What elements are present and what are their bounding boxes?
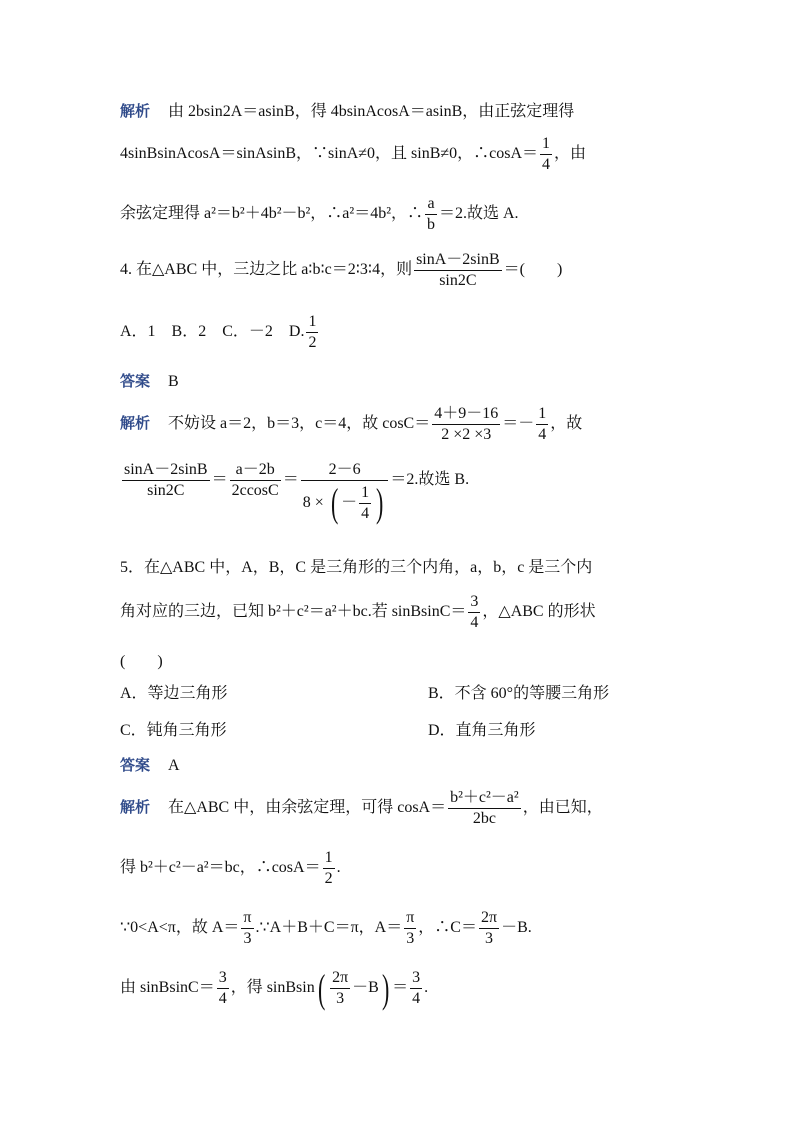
answer-label: 答案 <box>120 372 151 390</box>
solution-label: 解析 <box>120 102 151 120</box>
fraction: $\frac{\sin A-2\sin B}{\sin 2C}$ <box>124 461 208 499</box>
q5-option-b: B．不含 60°的等腰三角形 <box>428 685 610 702</box>
q5-paren: ( ) <box>120 653 163 670</box>
q5-solution-line-2: 得 b²＋c²－a²＝bc，∴cosA＝ $\frac{1}{2}$ . <box>120 849 341 887</box>
q5-solution-line-4: 由 sinBsinC＝ $\frac{3}{4}$ ，得 sinBsin( $\frac{2\pi}{3}$ －B) ＝ $\frac{3}{4}$ . <box>120 965 429 1011</box>
q4-solution-line-2: $\frac{\sin A-2\sin B}{\sin 2C}$ ＝ $\frac{a-2b}{2ccosC}$ ＝ 2－6 8 × ( － $\frac{1}{4}$ ) ＝2.故选 B. <box>124 461 470 526</box>
solution-label: 解析 <box>120 798 151 817</box>
q5-solution-line-3: ∵0<A<π，故 A＝ $\frac{\pi}{3}$ .∵A＋B＋C＝π，A＝ $\frac{\pi}{3}$ ，∴C＝ $\frac{2\pi}{3}$ －B. <box>120 909 532 947</box>
prev-solution-line-2: 4sinBsinAcosA＝sinAsinB，∵sinA≠0，且 sinB≠0，∴cosA＝ $\frac{1}{4}$ ，由 <box>120 135 587 173</box>
q5-option-a: A．等边三角形 <box>120 685 228 702</box>
prev-solution-line-3: 余弦定理得 a²＝b²＋4b²－b²，∴a²＝4b²，∴ $\frac{a}{b}$ ＝2.故选 A. <box>120 195 519 233</box>
q4-options: A．1 B．2 C．－2 D. $\frac{1}{2}$ <box>120 313 317 351</box>
fraction: $\frac{1}{2}$ <box>324 849 333 887</box>
fraction: $\frac{2\pi}{3}$ <box>332 969 349 1007</box>
fraction: 2－6 8 × ( － $\frac{1}{4}$ ) <box>301 460 389 525</box>
fraction: $\frac{3}{4}$ <box>412 969 421 1007</box>
fraction: $\frac{\pi}{3}$ <box>243 909 252 947</box>
fraction: $\frac{\pi}{3}$ <box>406 909 415 947</box>
q5-option-c: C．钝角三角形 <box>120 722 227 739</box>
fraction: $\frac{a-2b}{2ccosC}$ <box>231 461 279 499</box>
right-paren: ) <box>381 965 390 1011</box>
left-paren: ( <box>330 480 339 526</box>
fraction: $\frac{\sin A-2\sin B}{\sin 2C}$ <box>416 251 500 289</box>
q5-option-d: D．直角三角形 <box>428 722 536 739</box>
prev-solution-line-1: 解析 由 2bsin2A＝asinB，得 4bsinAcosA＝asinB，由正弦定理得 <box>120 102 575 120</box>
fraction: $\frac{a}{b}$ <box>427 195 435 233</box>
solution-label: 解析 <box>120 414 151 433</box>
fraction: $\frac{2\pi}{3}$ <box>480 909 498 947</box>
q5-answer: 答案 A <box>120 756 180 774</box>
fraction: $\frac{3}{4}$ <box>218 969 227 1007</box>
q4-stem: 4. 在△ABC 中，三边之比 a∶b∶c＝2∶3∶4，则 $\frac{\sin A-2\sin B}{\sin 2C}$ ＝( ) <box>120 251 563 289</box>
right-paren: ) <box>376 480 384 526</box>
fraction: $\frac{\text{b²＋c²－a²}}{2bc}$ <box>450 789 519 827</box>
fraction: $\frac{1}{2}$ <box>308 313 317 351</box>
fraction: $\frac{1}{4}$ <box>542 135 551 173</box>
fraction: $\frac{3}{4}$ <box>470 593 479 631</box>
fraction: $\frac{1}{4}$ <box>538 405 547 443</box>
fraction: $\frac{1}{4}$ <box>361 483 370 522</box>
fraction: $\frac{4+9-16}{2 \times 2 \times 3}$ <box>434 405 499 443</box>
q5-stem-line-1: 5．在△ABC 中，A，B，C 是三角形的三个内角，a，b，c 是三个内 <box>120 559 593 576</box>
q5-stem-line-2: 角对应的三边，已知 b²＋c²＝a²＋bc.若 sinBsinC＝ $\frac{3}{4}$ ，△ABC 的形状 <box>120 593 596 631</box>
left-paren: ( <box>317 965 326 1011</box>
answer-label: 答案 <box>120 756 151 774</box>
q5-solution-line-1: 解析 在△ABC 中，由余弦定理，可得 cosA＝ $\frac{\text{b²＋c²－a²}}{2bc}$ ，由已知， <box>120 789 603 827</box>
q4-answer: 答案 B <box>120 372 179 390</box>
q4-solution-line-1: 解析 不妨设 a＝2，b＝3，c＝4，故 cosC＝ $\frac{4+9-16}{2 \times 2 \times 3}$ ＝－ $\frac{1}{4}$ ，故 <box>120 405 583 443</box>
